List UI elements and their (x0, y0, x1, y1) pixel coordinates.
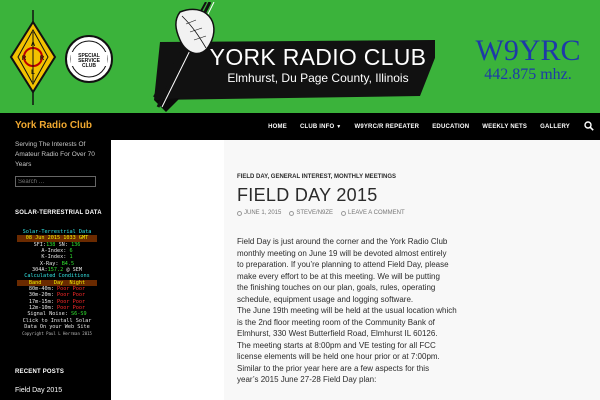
arrl-diamond-logo (8, 10, 58, 105)
clock-icon (237, 211, 242, 216)
solar-terrestrial-widget[interactable] (17, 229, 97, 341)
post-author-text: STEVE/N9ZE (296, 210, 334, 216)
sidebar (0, 140, 111, 400)
band-label: 17m-15m: (28, 298, 54, 305)
site-tagline: Serving The Interests Of Amateur Radio For Over 70 Years (15, 141, 95, 168)
post-meta (237, 210, 405, 216)
recent-post-link[interactable]: Field Day 2015 (15, 387, 63, 394)
nav-item-repeater[interactable]: W9YRC/R REPEATER (354, 123, 420, 130)
body-line: to preparation. If you’re planning to attend Field Day, please (237, 260, 449, 269)
he-unit: @ SEM (66, 267, 82, 274)
nav-item-label: CLUB INFO (299, 123, 335, 130)
sfi-label: SFI: (33, 241, 47, 248)
he-value: 157.2 (47, 267, 64, 274)
widget-title-solar: SOLAR-TERRESTRIAL DATA (15, 210, 102, 216)
post-date[interactable] (237, 210, 281, 216)
band-day: Poor (57, 305, 70, 312)
k-index-value: 1 (69, 254, 73, 261)
solar-copyright: Copyright Paul L Herrman 2015 (22, 330, 92, 336)
main-content (111, 140, 600, 400)
nav-item-club-info[interactable] (300, 124, 342, 130)
k-index-label: K-Index: (41, 254, 67, 261)
top-navigation (0, 113, 600, 140)
comment-icon (341, 211, 346, 216)
col-day: Day (53, 279, 64, 286)
chevron-down-icon: ▼ (336, 123, 342, 130)
noise-value: S6-S9 (71, 311, 87, 318)
svg-text:SPECIAL: SPECIAL (78, 53, 100, 59)
solar-timestamp: 08 Jun 2015 1033 GMT (17, 235, 97, 241)
search-icon (584, 121, 594, 131)
leave-comment-text: LEAVE A COMMENT (348, 210, 405, 216)
body-line: monthly meeting on June 19 will be devoted almost entirely (237, 248, 447, 258)
widget-title-recent-posts: RECENT POSTS (15, 369, 65, 375)
svg-text:CLUB: CLUB (82, 63, 96, 69)
post-date-text: JUNE 1, 2015 (244, 210, 282, 216)
nav-item-weekly-nets[interactable]: WEEKLY NETS (482, 123, 528, 130)
a-index-label: A-Index: (41, 248, 67, 255)
col-night: Night (69, 279, 86, 286)
leave-comment-link[interactable] (341, 210, 405, 216)
main-menu (268, 113, 570, 140)
body-line: Elmhurst, 330 West Butterfield Road, Elmhurst IL 60126. (237, 329, 438, 338)
band-night: Poor (72, 298, 86, 305)
band-day: Poor (57, 292, 70, 299)
banner-subtitle: Elmhurst, Du Page County, Illinois (227, 71, 409, 85)
special-service-club-logo (64, 34, 114, 84)
sn-value: 136 (71, 241, 81, 248)
xray-label: X-Ray: (39, 260, 59, 267)
col-band: Band (28, 279, 42, 286)
callsign: W9YRC (475, 34, 581, 67)
band-night: Poor (72, 305, 86, 312)
band-label: 12m-10m: (28, 305, 54, 312)
nav-item-home[interactable]: HOME (268, 123, 287, 130)
calc-conditions-title: Calculated Conditions (24, 273, 90, 280)
sn-label: SN: (58, 241, 68, 248)
banner-title: YORK RADIO CLUB (209, 44, 427, 70)
user-icon (289, 211, 294, 216)
band-night: Poor (72, 292, 86, 299)
svg-text:R: R (39, 56, 45, 62)
body-line: Similar to the prior year here are a few aspects for this (237, 363, 430, 373)
body-line: year’s 2015 June 27-28 Field Day plan: (237, 375, 377, 384)
nav-item-gallery[interactable]: GALLERY (540, 123, 570, 130)
site-title-link[interactable]: York Radio Club (15, 120, 93, 131)
svg-text:SERVICE: SERVICE (78, 58, 100, 64)
search-input[interactable] (15, 176, 96, 187)
header-banner[interactable] (0, 0, 600, 113)
band-day: Poor (57, 298, 70, 305)
sfi-value: 138 (46, 241, 56, 248)
body-line: make every effort to be at this meeting. We will be putting (237, 271, 440, 281)
body-line: schedule, equipment usage and logging software. (237, 294, 414, 304)
band-label: 30m-20m: (28, 292, 54, 299)
install-link-line2: Data On your Web Site (24, 324, 90, 331)
post-title[interactable]: FIELD DAY 2015 (237, 185, 378, 205)
svg-text:A: A (30, 42, 36, 48)
body-line: The June 19th meeting will be held at the usual location which (237, 306, 457, 315)
svg-text:L: L (31, 70, 35, 76)
xray-value: B4.5 (61, 260, 75, 267)
signal-noise-row (17, 311, 97, 317)
post-author[interactable] (289, 210, 333, 216)
install-link-line1: Click to Install Solar (22, 317, 92, 324)
he-label: 304A: (32, 267, 48, 274)
solar-header: Solar-Terrestrial Data (22, 229, 92, 235)
body-line: Field Day is just around the corner and the York Radio Club (237, 237, 448, 246)
post-categories[interactable]: FIELD DAY, GENERAL INTEREST, MONTHLY MEETINGS (237, 174, 397, 180)
body-line: the finishing touches on our plan, goals, rules, operating (237, 283, 436, 292)
post-body (237, 236, 487, 386)
band-label: 80m-40m: (28, 286, 54, 293)
search-toggle-button[interactable] (578, 113, 600, 140)
band-day: Poor (57, 286, 70, 293)
repeater-frequency: 442.875 mhz. (484, 66, 572, 83)
body-line: is the 2nd floor meeting room of the Community Bank of (237, 317, 435, 327)
body-line: The meeting starts at 8:00pm and VE testing for all FCC (237, 340, 436, 350)
svg-text:R: R (21, 56, 27, 62)
nav-item-education[interactable]: EDUCATION (432, 123, 470, 130)
band-night: Poor (72, 286, 86, 293)
noise-label: Signal Noise: (27, 311, 68, 318)
body-line: license elements will be held one hour prior or at 7:00pm. (237, 352, 440, 361)
a-index-value: 6 (69, 248, 73, 255)
